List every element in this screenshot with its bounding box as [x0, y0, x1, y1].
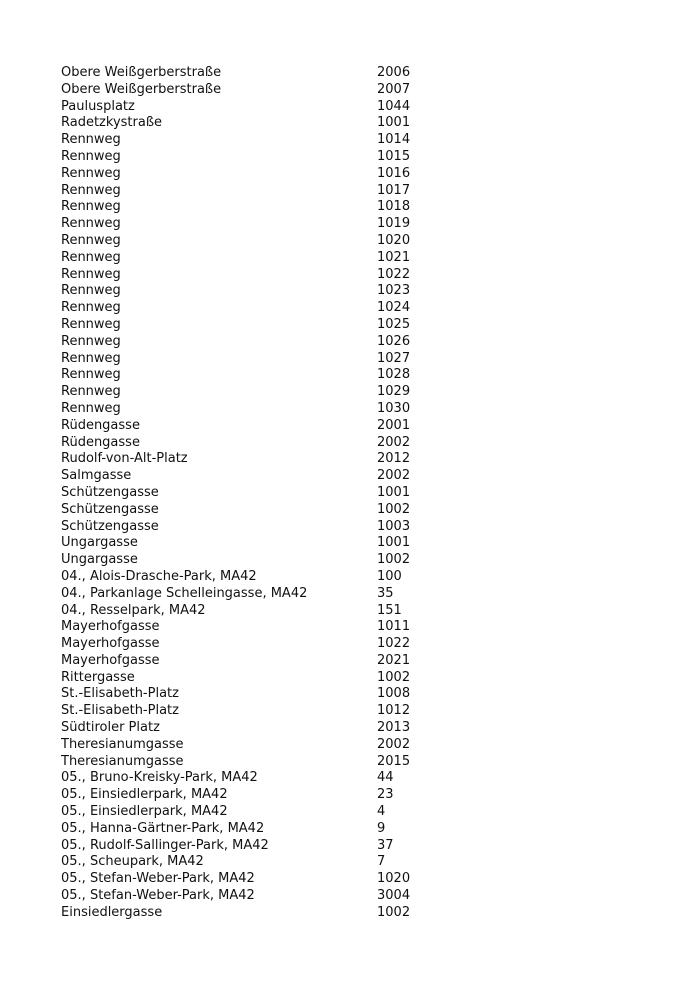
- list-item: [61, 435, 481, 452]
- object-number: 1024: [377, 300, 411, 316]
- list-item: [61, 569, 481, 586]
- object-number: 2013: [377, 720, 411, 736]
- street-name: Rennweg: [61, 384, 121, 400]
- street-name: Salmgasse: [61, 468, 132, 484]
- object-number: 1014: [377, 132, 411, 148]
- object-number: 1021: [377, 249, 411, 265]
- object-number: 35: [377, 585, 394, 601]
- street-name: Rennweg: [61, 316, 121, 332]
- list-item: [61, 871, 481, 888]
- object-number: 1015: [377, 148, 411, 164]
- street-name: 05., Einsiedlerpark, MA42: [61, 804, 228, 820]
- object-number: 23: [377, 787, 394, 803]
- list-item: [61, 686, 481, 703]
- list-item: [61, 552, 481, 569]
- object-number: 1002: [377, 669, 411, 685]
- list-item: [61, 535, 481, 552]
- object-number: 44: [377, 770, 394, 786]
- list-item: [61, 149, 481, 166]
- list-item: [61, 317, 481, 334]
- street-name: 05., Stefan-Weber-Park, MA42: [61, 888, 255, 904]
- street-name: Schützengasse: [61, 501, 159, 517]
- street-name: Rennweg: [61, 148, 121, 164]
- object-number: 2006: [377, 65, 411, 80]
- list-item: [61, 854, 481, 871]
- object-number: 1029: [377, 384, 411, 400]
- object-number: 1001: [377, 484, 411, 500]
- street-name: Ungargasse: [61, 535, 138, 551]
- list-item: [61, 821, 481, 838]
- street-name: Rennweg: [61, 232, 121, 248]
- list-item: [61, 367, 481, 384]
- object-number: 3004: [377, 888, 411, 904]
- list-item: [61, 468, 481, 485]
- object-number: 1019: [377, 216, 411, 232]
- street-name: 05., Einsiedlerpark, MA42: [61, 787, 228, 803]
- street-name: Rennweg: [61, 300, 121, 316]
- list-item: [61, 804, 481, 821]
- street-name: Mayerhofgasse: [61, 652, 160, 668]
- street-name: Rennweg: [61, 199, 121, 215]
- list-item: [61, 905, 481, 922]
- list-item: [61, 166, 481, 183]
- object-number: 1002: [377, 501, 411, 517]
- object-number: 1002: [377, 552, 411, 568]
- object-number: 1028: [377, 367, 411, 383]
- street-name: Theresianumgasse: [61, 753, 184, 769]
- list-item: [61, 519, 481, 536]
- object-number: 1020: [377, 871, 411, 887]
- street-name: 05., Scheupark, MA42: [61, 854, 204, 870]
- object-number: 1016: [377, 165, 411, 181]
- list-item: [61, 334, 481, 351]
- object-number: 100: [377, 568, 402, 584]
- object-number: 7: [377, 854, 386, 870]
- street-name: Rennweg: [61, 400, 121, 416]
- list-item: [61, 82, 481, 99]
- list-item: [61, 703, 481, 720]
- list-item: [61, 216, 481, 233]
- list-item: [61, 283, 481, 300]
- list-item: [61, 603, 481, 620]
- street-name: 05., Stefan-Weber-Park, MA42: [61, 871, 255, 887]
- street-name: Rennweg: [61, 367, 121, 383]
- list-item: [61, 300, 481, 317]
- object-number: 2012: [377, 451, 411, 467]
- object-number: 2002: [377, 736, 411, 752]
- list-item: [61, 418, 481, 435]
- street-name: Obere Weißgerberstraße: [61, 81, 222, 97]
- object-number: 4: [377, 804, 386, 820]
- street-name: Mayerhofgasse: [61, 619, 160, 635]
- street-name: Paulusplatz: [61, 98, 135, 114]
- object-number: 2001: [377, 417, 411, 433]
- object-number: 1002: [377, 904, 411, 920]
- list-item: [61, 115, 481, 132]
- list-item: [61, 401, 481, 418]
- street-name: 04., Alois-Drasche-Park, MA42: [61, 568, 257, 584]
- list-item: [61, 888, 481, 905]
- street-name: Einsiedlergasse: [61, 904, 163, 920]
- list-item: [61, 351, 481, 368]
- street-name: 05., Rudolf-Sallinger-Park, MA42: [61, 837, 269, 853]
- object-number: 1012: [377, 703, 411, 719]
- list-item: [61, 65, 481, 82]
- object-number: 1020: [377, 232, 411, 248]
- street-name: Rennweg: [61, 216, 121, 232]
- street-name: Südtiroler Platz: [61, 720, 160, 736]
- street-name: Rennweg: [61, 266, 121, 282]
- object-number: 2002: [377, 434, 411, 450]
- list-item: [61, 99, 481, 116]
- object-number: 37: [377, 837, 394, 853]
- list-item: [61, 250, 481, 267]
- object-number: 1011: [377, 619, 411, 635]
- street-name: 04., Parkanlage Schelleingasse, MA42: [61, 585, 308, 601]
- list-item: [61, 485, 481, 502]
- list-item: [61, 586, 481, 603]
- object-number: 2021: [377, 652, 411, 668]
- list-item: [61, 787, 481, 804]
- list-item: [61, 737, 481, 754]
- list-item: [61, 636, 481, 653]
- street-name: Radetzkystraße: [61, 115, 163, 131]
- list-item: [61, 384, 481, 401]
- street-name: Rittergasse: [61, 669, 135, 685]
- street-name: Rennweg: [61, 249, 121, 265]
- list-item: [61, 720, 481, 737]
- street-name: Theresianumgasse: [61, 736, 184, 752]
- object-number: 1023: [377, 283, 411, 299]
- list-item: [61, 619, 481, 636]
- street-name: Rüdengasse: [61, 434, 140, 450]
- object-number: 1022: [377, 636, 411, 652]
- list-item: [61, 132, 481, 149]
- object-number: 1025: [377, 316, 411, 332]
- list-item: [61, 183, 481, 200]
- street-name: Schützengasse: [61, 484, 159, 500]
- street-name: St.-Elisabeth-Platz: [61, 703, 179, 719]
- object-number: 2015: [377, 753, 411, 769]
- object-number: 1018: [377, 199, 411, 215]
- object-number: 2007: [377, 81, 411, 97]
- list-item: [61, 770, 481, 787]
- street-name: Rennweg: [61, 350, 121, 366]
- object-number: 1026: [377, 333, 411, 349]
- street-name: St.-Elisabeth-Platz: [61, 686, 179, 702]
- street-name: 05., Bruno-Kreisky-Park, MA42: [61, 770, 258, 786]
- list-item: [61, 233, 481, 250]
- street-name: Rennweg: [61, 132, 121, 148]
- object-number: 1022: [377, 266, 411, 282]
- street-name: Rennweg: [61, 182, 121, 198]
- list-item: [61, 502, 481, 519]
- list-item: [61, 653, 481, 670]
- street-name: Mayerhofgasse: [61, 636, 160, 652]
- object-number: 1008: [377, 686, 411, 702]
- street-name: Rennweg: [61, 283, 121, 299]
- address-list: [61, 65, 481, 922]
- object-number: 1027: [377, 350, 411, 366]
- list-item: [61, 267, 481, 284]
- object-number: 1001: [377, 115, 411, 131]
- object-number: 1001: [377, 535, 411, 551]
- street-name: Rudolf-von-Alt-Platz: [61, 451, 188, 467]
- object-number: 1030: [377, 400, 411, 416]
- object-number: 9: [377, 820, 386, 836]
- street-name: Obere Weißgerberstraße: [61, 65, 222, 80]
- street-name: 05., Hanna-Gärtner-Park, MA42: [61, 820, 265, 836]
- object-number: 2002: [377, 468, 411, 484]
- street-name: Rüdengasse: [61, 417, 140, 433]
- street-name: Ungargasse: [61, 552, 138, 568]
- street-name: Schützengasse: [61, 518, 159, 534]
- object-number: 151: [377, 602, 402, 618]
- street-name: 04., Resselpark, MA42: [61, 602, 206, 618]
- list-item: [61, 670, 481, 687]
- object-number: 1017: [377, 182, 411, 198]
- street-name: Rennweg: [61, 165, 121, 181]
- object-number: 1044: [377, 98, 411, 114]
- object-number: 1003: [377, 518, 411, 534]
- street-name: Rennweg: [61, 333, 121, 349]
- list-item: [61, 199, 481, 216]
- list-item: [61, 754, 481, 771]
- list-item: [61, 451, 481, 468]
- list-item: [61, 838, 481, 855]
